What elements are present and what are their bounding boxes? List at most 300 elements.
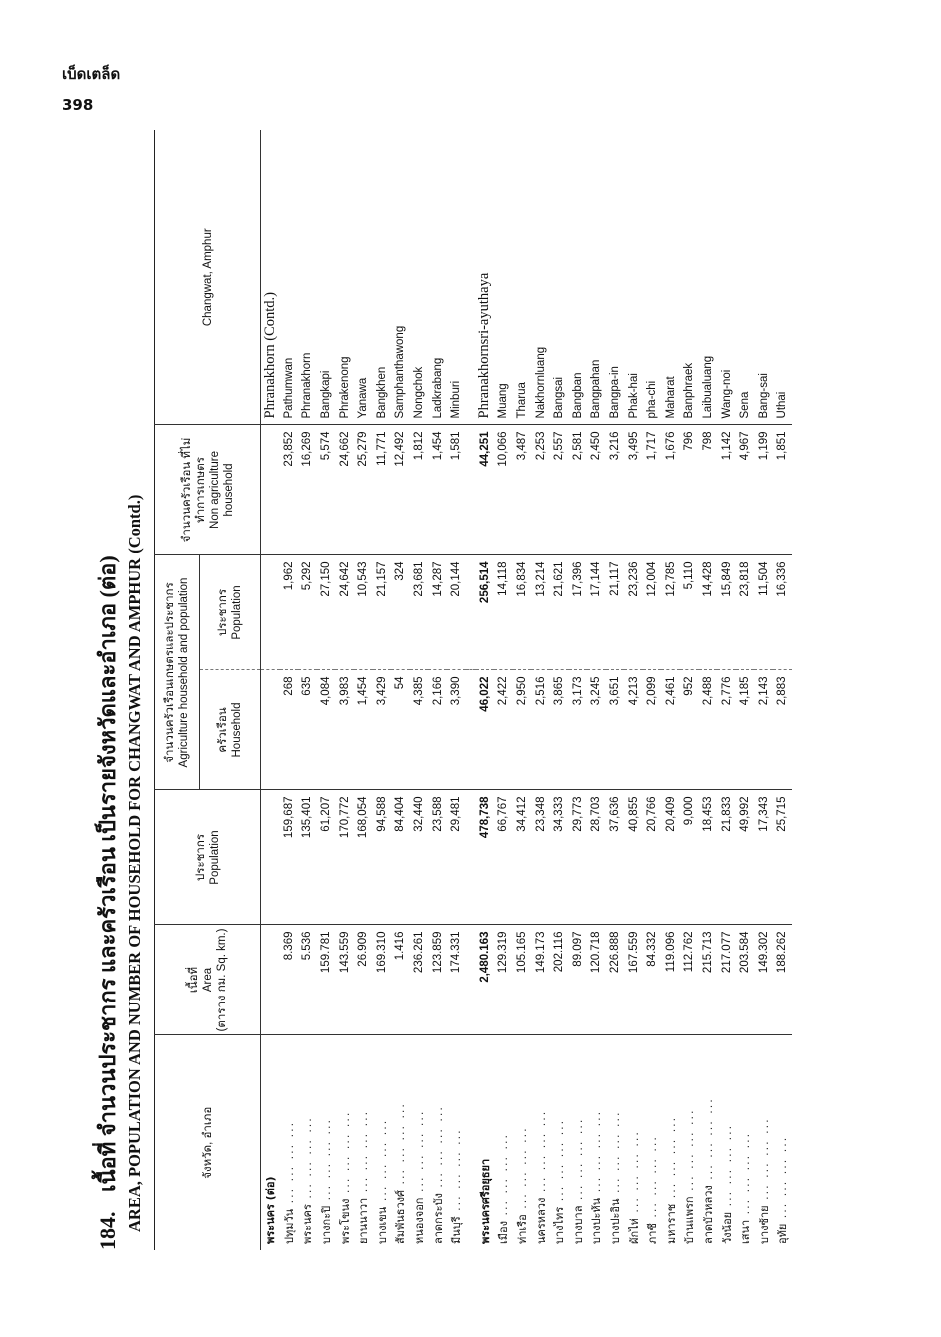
cell-english-name (391, 130, 410, 425)
leader-dots: ... ... ... ... (497, 1133, 511, 1221)
cell-population-text: 29,773 (571, 796, 584, 832)
leader-dots: ... ... ... ... (301, 1116, 315, 1205)
cell-english-name-text: Muang (497, 383, 510, 419)
cell-nonagri-household (447, 425, 466, 555)
header-household-en: Household (231, 702, 243, 758)
cell-nonagri-household (317, 425, 336, 555)
cell-population (428, 790, 447, 925)
cell-area (280, 925, 299, 1035)
header-nonagri-en: Non agriculture household (208, 451, 235, 529)
cell-nonagri-household (643, 425, 662, 555)
cell-household-text: 3,865 (553, 676, 566, 706)
cell-agri-population (699, 555, 718, 670)
table-row (373, 130, 392, 1250)
cell-household-text: 3,983 (338, 676, 351, 706)
cell-area (531, 925, 550, 1035)
table-body (261, 130, 792, 1250)
cell-nonagri-household (531, 425, 550, 555)
leader-dots: ... ... ... ... (553, 1118, 567, 1207)
cell-english-name (680, 130, 699, 425)
cell-nonagri-household (373, 425, 392, 555)
cell-household-text: 54 (394, 676, 407, 690)
cell-area-text: 188.262 (776, 931, 789, 974)
cell-english-name-text: Phranakhorn (301, 352, 314, 419)
cell-household (736, 670, 755, 790)
cell-thai-name-text: บางซ้าย (757, 1205, 771, 1244)
cell-agri-population-text: 23,681 (413, 561, 426, 597)
cell-population (754, 790, 773, 925)
header-population (155, 790, 261, 925)
title-thai: เนื้อที่ จำนวนประชากร และครัวเรือน เป็นรายจังหวัดและอำเภอ (ต่อ) (95, 555, 120, 1192)
cell-area-text: 169.310 (375, 931, 388, 974)
cell-thai-name-text: บางปะหัน (590, 1197, 604, 1244)
cell-area-text: 89.097 (571, 931, 584, 967)
cell-population-text: 84,404 (394, 796, 407, 832)
cell-english-name (569, 130, 588, 425)
cell-population (447, 790, 466, 925)
cell-population-text: 20,409 (664, 796, 677, 832)
cell-household-text: 4,385 (413, 676, 426, 706)
header-area (155, 925, 261, 1035)
cell-population-text: 94,588 (375, 796, 388, 832)
cell-thai-name-text: บางบาล (571, 1205, 585, 1244)
table-row (587, 130, 606, 1250)
leader-dots: ... ... ... ... (664, 1115, 678, 1204)
cell-thai-name (717, 1035, 736, 1250)
cell-agri-population-text: 16,834 (516, 561, 529, 597)
cell-english-name-text: Pathumwan (282, 357, 295, 419)
cell-english-name (298, 130, 317, 425)
cell-household-text: 2,883 (776, 676, 789, 706)
cell-population-text: 20,766 (646, 796, 659, 832)
cell-area-text: 174.331 (450, 931, 463, 974)
cell-household-text: 4,213 (627, 676, 640, 706)
cell-agri-population (606, 555, 625, 670)
cell-household-text: 635 (301, 676, 314, 696)
cell-thai-name-text: บางกะปิ (320, 1205, 334, 1244)
cell-household (754, 670, 773, 790)
cell-thai-name-text: สัมพันธวงศ์ (394, 1190, 408, 1244)
cell-population (736, 790, 755, 925)
cell-agri-population-text: 14,118 (497, 561, 510, 596)
cell-thai-name-text: ลาดบัวหลวง (701, 1185, 715, 1244)
header-population-en: Population (208, 830, 221, 885)
cell-thai-name (513, 1035, 532, 1250)
cell-thai-name (680, 1035, 699, 1250)
cell-english-name (736, 130, 755, 425)
spacer-cell (466, 130, 476, 425)
cell-english-name (410, 130, 429, 425)
cell-household-text: 3,390 (450, 676, 463, 706)
cell-household-text: 2,776 (720, 676, 733, 706)
leader-dots: ... ... ... ... (357, 1109, 371, 1198)
cell-nonagri-household-text: 23,852 (282, 431, 295, 467)
cell-household (569, 670, 588, 790)
cell-household (447, 670, 466, 790)
cell-agri-population (428, 555, 447, 670)
cell-population (569, 790, 588, 925)
cell-nonagri-household-text: 1,581 (450, 431, 463, 461)
cell-area (699, 925, 718, 1035)
cell-population-text: 168,054 (357, 796, 370, 839)
cell-agri-population-text: 5,292 (301, 561, 314, 591)
cell-thai-name (261, 1035, 280, 1250)
cell-english-name-text: Bangpa-in (608, 366, 621, 419)
cell-agri-population (736, 555, 755, 670)
leader-dots: ... ... ... ... (282, 1120, 296, 1209)
cell-nonagri-household (624, 425, 643, 555)
cell-english-name (624, 130, 643, 425)
cell-agri-population-text: 24,642 (338, 561, 351, 597)
cell-english-name-text: Bangkhen (375, 366, 388, 419)
title-english: AREA, POPULATION AND NUMBER OF HOUSEHOLD FOR CHANGWAT AND AMPHUR (Contd.) (125, 494, 144, 1232)
cell-english-name-text: Sena (739, 391, 752, 419)
cell-population (624, 790, 643, 925)
cell-english-name-text: Phranakhornsri-ayuthaya (476, 272, 493, 419)
cell-population (717, 790, 736, 925)
cell-agri-population (550, 555, 569, 670)
leader-dots: ... ... ... ... (320, 1117, 334, 1206)
cell-nonagri-household-text: 796 (683, 431, 696, 451)
cell-population-text: 478,738 (478, 796, 491, 839)
cell-nonagri-household (754, 425, 773, 555)
cell-thai-name-text: ลาดกระบัง (431, 1193, 445, 1244)
cell-household-text: 2,143 (757, 676, 770, 706)
cell-thai-name (298, 1035, 317, 1250)
cell-thai-name (661, 1035, 680, 1250)
cell-household (428, 670, 447, 790)
table-row (773, 130, 792, 1250)
cell-area-text: 149.302 (757, 931, 770, 974)
cell-agri-population-text: 23,818 (739, 561, 752, 597)
cell-agri-population (643, 555, 662, 670)
cell-nonagri-household-text: 3,216 (608, 431, 621, 461)
data-table (154, 130, 792, 1250)
cell-area (624, 925, 643, 1035)
spacer-cell (466, 555, 476, 670)
table-row (624, 130, 643, 1250)
cell-household (410, 670, 429, 790)
leader-dots: ... ... ... ... (375, 1118, 389, 1207)
header-household-th: ครัวเรือน (217, 707, 229, 753)
cell-thai-name (410, 1035, 429, 1250)
cell-thai-name (550, 1035, 569, 1250)
cell-english-name-text: Bangpahan (590, 359, 603, 419)
cell-household (391, 670, 410, 790)
cell-population (773, 790, 792, 925)
cell-household (298, 670, 317, 790)
cell-area (261, 925, 280, 1035)
cell-household (335, 670, 354, 790)
cell-area-text: 215.713 (701, 931, 714, 974)
cell-population (354, 790, 373, 925)
cell-english-name-text: Minburi (450, 380, 463, 419)
cell-nonagri-household-text: 5,574 (320, 431, 333, 461)
cell-nonagri-household-text: 10,066 (497, 431, 510, 467)
cell-population-text: 28,703 (590, 796, 603, 832)
cell-population (410, 790, 429, 925)
cell-thai-name-text: เสนา (739, 1219, 753, 1244)
cell-thai-name (447, 1035, 466, 1250)
cell-thai-name (754, 1035, 773, 1250)
cell-agri-population-text: 16,336 (776, 561, 789, 597)
cell-nonagri-household-text: 16,269 (301, 431, 314, 467)
cell-agri-population (373, 555, 392, 670)
cell-nonagri-household (354, 425, 373, 555)
leader-dots: ... ... ... ... (627, 1130, 641, 1219)
cell-agri-population (587, 555, 606, 670)
cell-english-name (335, 130, 354, 425)
header-thai-name: จังหวัด, อำเภอ (155, 1035, 261, 1250)
cell-area (736, 925, 755, 1035)
cell-nonagri-household (280, 425, 299, 555)
cell-agri-population-text: 10,543 (357, 561, 370, 597)
header-agri-th: จำนวนครัวเรือนเกษตรและประชากร (164, 582, 176, 763)
table-row (391, 130, 410, 1250)
cell-household-text: 4,084 (320, 676, 333, 706)
cell-english-name (476, 130, 495, 425)
leader-dots: ... ... ... ... (608, 1110, 622, 1199)
cell-area (513, 925, 532, 1035)
cell-agri-population-text: 256,514 (478, 561, 491, 604)
cell-english-name-text: Bang-sai (757, 373, 770, 419)
cell-english-name (531, 130, 550, 425)
cell-agri-population-text: 14,428 (701, 561, 714, 597)
cell-nonagri-household (494, 425, 513, 555)
cell-area-text: 1.416 (394, 931, 407, 961)
spacer-cell (466, 925, 476, 1035)
leader-dots: ... ... ... ... (701, 1097, 715, 1186)
cell-area-text: 217.077 (720, 931, 733, 974)
cell-household (717, 670, 736, 790)
cell-thai-name (373, 1035, 392, 1250)
cell-population (494, 790, 513, 925)
cell-household (317, 670, 336, 790)
cell-agri-population-text: 12,785 (664, 561, 677, 597)
leader-dots: ... ... ... ... (720, 1123, 734, 1212)
cell-household (280, 670, 299, 790)
leader-dots: ... ... ... ... (646, 1135, 660, 1224)
cell-nonagri-household (699, 425, 718, 555)
table-row (494, 130, 513, 1250)
cell-nonagri-household (736, 425, 755, 555)
cell-population (317, 790, 336, 925)
cell-english-name (428, 130, 447, 425)
cell-area (447, 925, 466, 1035)
cell-nonagri-household-text: 1,812 (413, 431, 426, 461)
cell-agri-population (476, 555, 495, 670)
cell-nonagri-household-text: 1,851 (776, 431, 789, 461)
cell-agri-population-text: 13,214 (534, 561, 547, 597)
cell-population-text: 29,481 (450, 796, 463, 832)
header-nonagri-th: จำนวนครัวเรือน ที่ไม่ทำการเกษตร (180, 437, 207, 543)
rotated-table-region (90, 130, 920, 1250)
leader-dots: ... ... ... ... (776, 1135, 790, 1224)
cell-area (354, 925, 373, 1035)
cell-agri-population-text: 23,236 (627, 561, 640, 597)
cell-thai-name (476, 1035, 495, 1250)
cell-household (699, 670, 718, 790)
cell-household-text: 2,422 (497, 676, 510, 706)
cell-nonagri-household (335, 425, 354, 555)
leader-dots: ... ... ... ... (757, 1117, 771, 1206)
cell-area (661, 925, 680, 1035)
cell-nonagri-household-text: 11,771 (375, 431, 388, 466)
cell-english-name-text: Phak-hai (627, 373, 640, 419)
cell-nonagri-household-text: 2,450 (590, 431, 603, 461)
cell-population-text: 159,687 (282, 796, 295, 839)
cell-agri-population (354, 555, 373, 670)
cell-population-text: 23,588 (431, 796, 444, 832)
cell-agri-population (298, 555, 317, 670)
cell-area (587, 925, 606, 1035)
cell-english-name-text: Tharua (516, 382, 529, 419)
cell-agri-population-text: 11,504 (757, 561, 770, 596)
table-row (661, 130, 680, 1250)
cell-english-name-text: Laibualuang (701, 355, 714, 419)
cell-english-name-text: Yanawa (357, 377, 370, 419)
cell-agri-population (680, 555, 699, 670)
cell-household (606, 670, 625, 790)
cell-thai-name-text: พระโขนง (338, 1198, 352, 1244)
header-en-name: Changwat, Amphur (155, 130, 261, 425)
cell-household-text: 2,488 (701, 676, 714, 706)
cell-household (550, 670, 569, 790)
cell-population (391, 790, 410, 925)
cell-nonagri-household (606, 425, 625, 555)
cell-area-text: 167.559 (627, 931, 640, 974)
cell-english-name-text: Ladkrabang (431, 357, 444, 419)
cell-population (587, 790, 606, 925)
leader-dots: ... ... ... ... (394, 1102, 408, 1191)
cell-area (773, 925, 792, 1035)
section-title: เบ็ดเตล็ด (62, 65, 121, 83)
cell-population (261, 790, 280, 925)
cell-thai-name (773, 1035, 792, 1250)
cell-thai-name-text: นครหลวง (534, 1197, 548, 1244)
cell-english-name-text: Nongchok (413, 366, 426, 419)
cell-population-text: 32,440 (413, 796, 426, 832)
leader-dots: ... ... ... ... (571, 1117, 585, 1206)
cell-thai-name-text: บ้านแพรก (683, 1196, 697, 1244)
cell-household (476, 670, 495, 790)
cell-household (680, 670, 699, 790)
table-row (754, 130, 773, 1250)
cell-population-text: 17,343 (757, 796, 770, 832)
leader-dots: ... ... ... ... (590, 1109, 604, 1198)
cell-agri-population (773, 555, 792, 670)
table-row (447, 130, 466, 1250)
cell-agri-population (391, 555, 410, 670)
cell-area-text: 236.261 (413, 931, 426, 974)
cell-nonagri-household (391, 425, 410, 555)
page-header (62, 62, 120, 114)
table-row (606, 130, 625, 1250)
cell-area (410, 925, 429, 1035)
cell-nonagri-household (513, 425, 532, 555)
cell-agri-population (754, 555, 773, 670)
cell-population-text: 21,833 (720, 796, 733, 832)
cell-nonagri-household (661, 425, 680, 555)
cell-agri-population (661, 555, 680, 670)
cell-english-name-text: Samphanthawong (394, 325, 407, 419)
cell-english-name-text: Phrakenong (338, 356, 351, 419)
cell-household-text: 1,454 (357, 676, 370, 706)
cell-area (335, 925, 354, 1035)
cell-thai-name-text: บางปะอิน (608, 1198, 622, 1244)
cell-nonagri-household-text: 44,251 (478, 431, 491, 467)
cell-population (680, 790, 699, 925)
cell-nonagri-household-text: 2,581 (571, 431, 584, 461)
cell-thai-name-text: มหาราช (664, 1203, 678, 1244)
cell-household-text: 2,516 (534, 676, 547, 706)
cell-agri-population-text: 17,396 (571, 561, 584, 597)
cell-population-text: 34,333 (553, 796, 566, 832)
cell-thai-name-text: หนองจอก (413, 1197, 427, 1244)
cell-agri-population-text: 15,849 (720, 561, 733, 597)
cell-thai-name-text: ยานนาวา (357, 1197, 371, 1244)
cell-agri-population (717, 555, 736, 670)
cell-english-name-text: Bangsai (553, 376, 566, 419)
table-row (354, 130, 373, 1250)
cell-thai-name-text: มีนบุรี (450, 1216, 464, 1244)
cell-english-name (280, 130, 299, 425)
cell-area (569, 925, 588, 1035)
title-thai-line (90, 130, 125, 1250)
cell-english-name (606, 130, 625, 425)
cell-population-text: 66,767 (497, 796, 510, 832)
spacer-cell (466, 425, 476, 555)
spacer-cell (466, 1035, 476, 1250)
cell-area-text: 8.369 (282, 931, 295, 961)
cell-population (661, 790, 680, 925)
leader-dots: ... ... ... ... (516, 1126, 530, 1215)
cell-area-text: 119.096 (664, 931, 677, 973)
cell-nonagri-household-text: 3,487 (516, 431, 529, 461)
cell-household (373, 670, 392, 790)
group-row (261, 130, 280, 1250)
cell-thai-name (587, 1035, 606, 1250)
cell-area-text: 149.173 (534, 931, 547, 974)
table-row (699, 130, 718, 1250)
cell-nonagri-household-text: 798 (701, 431, 714, 451)
cell-nonagri-household (428, 425, 447, 555)
cell-nonagri-household (261, 425, 280, 555)
cell-agri-population (531, 555, 550, 670)
leader-dots: ... ... ... ... (431, 1105, 445, 1194)
cell-english-name (317, 130, 336, 425)
table-row (335, 130, 354, 1250)
cell-nonagri-household-text: 24,662 (338, 431, 351, 467)
cell-area-text: 203.584 (739, 931, 752, 974)
cell-english-name-text: Bangban (571, 372, 584, 419)
cell-nonagri-household (587, 425, 606, 555)
cell-household (531, 670, 550, 790)
cell-nonagri-household (410, 425, 429, 555)
cell-area-text: 105.165 (516, 931, 529, 974)
cell-household (773, 670, 792, 790)
cell-thai-name (569, 1035, 588, 1250)
cell-population (373, 790, 392, 925)
cell-household (261, 670, 280, 790)
cell-english-name (354, 130, 373, 425)
spacer-cell (466, 670, 476, 790)
cell-agri-population (494, 555, 513, 670)
table-row (428, 130, 447, 1250)
cell-nonagri-household (550, 425, 569, 555)
cell-area-text: 226.888 (608, 931, 621, 974)
header-area-en: Area (201, 967, 214, 993)
